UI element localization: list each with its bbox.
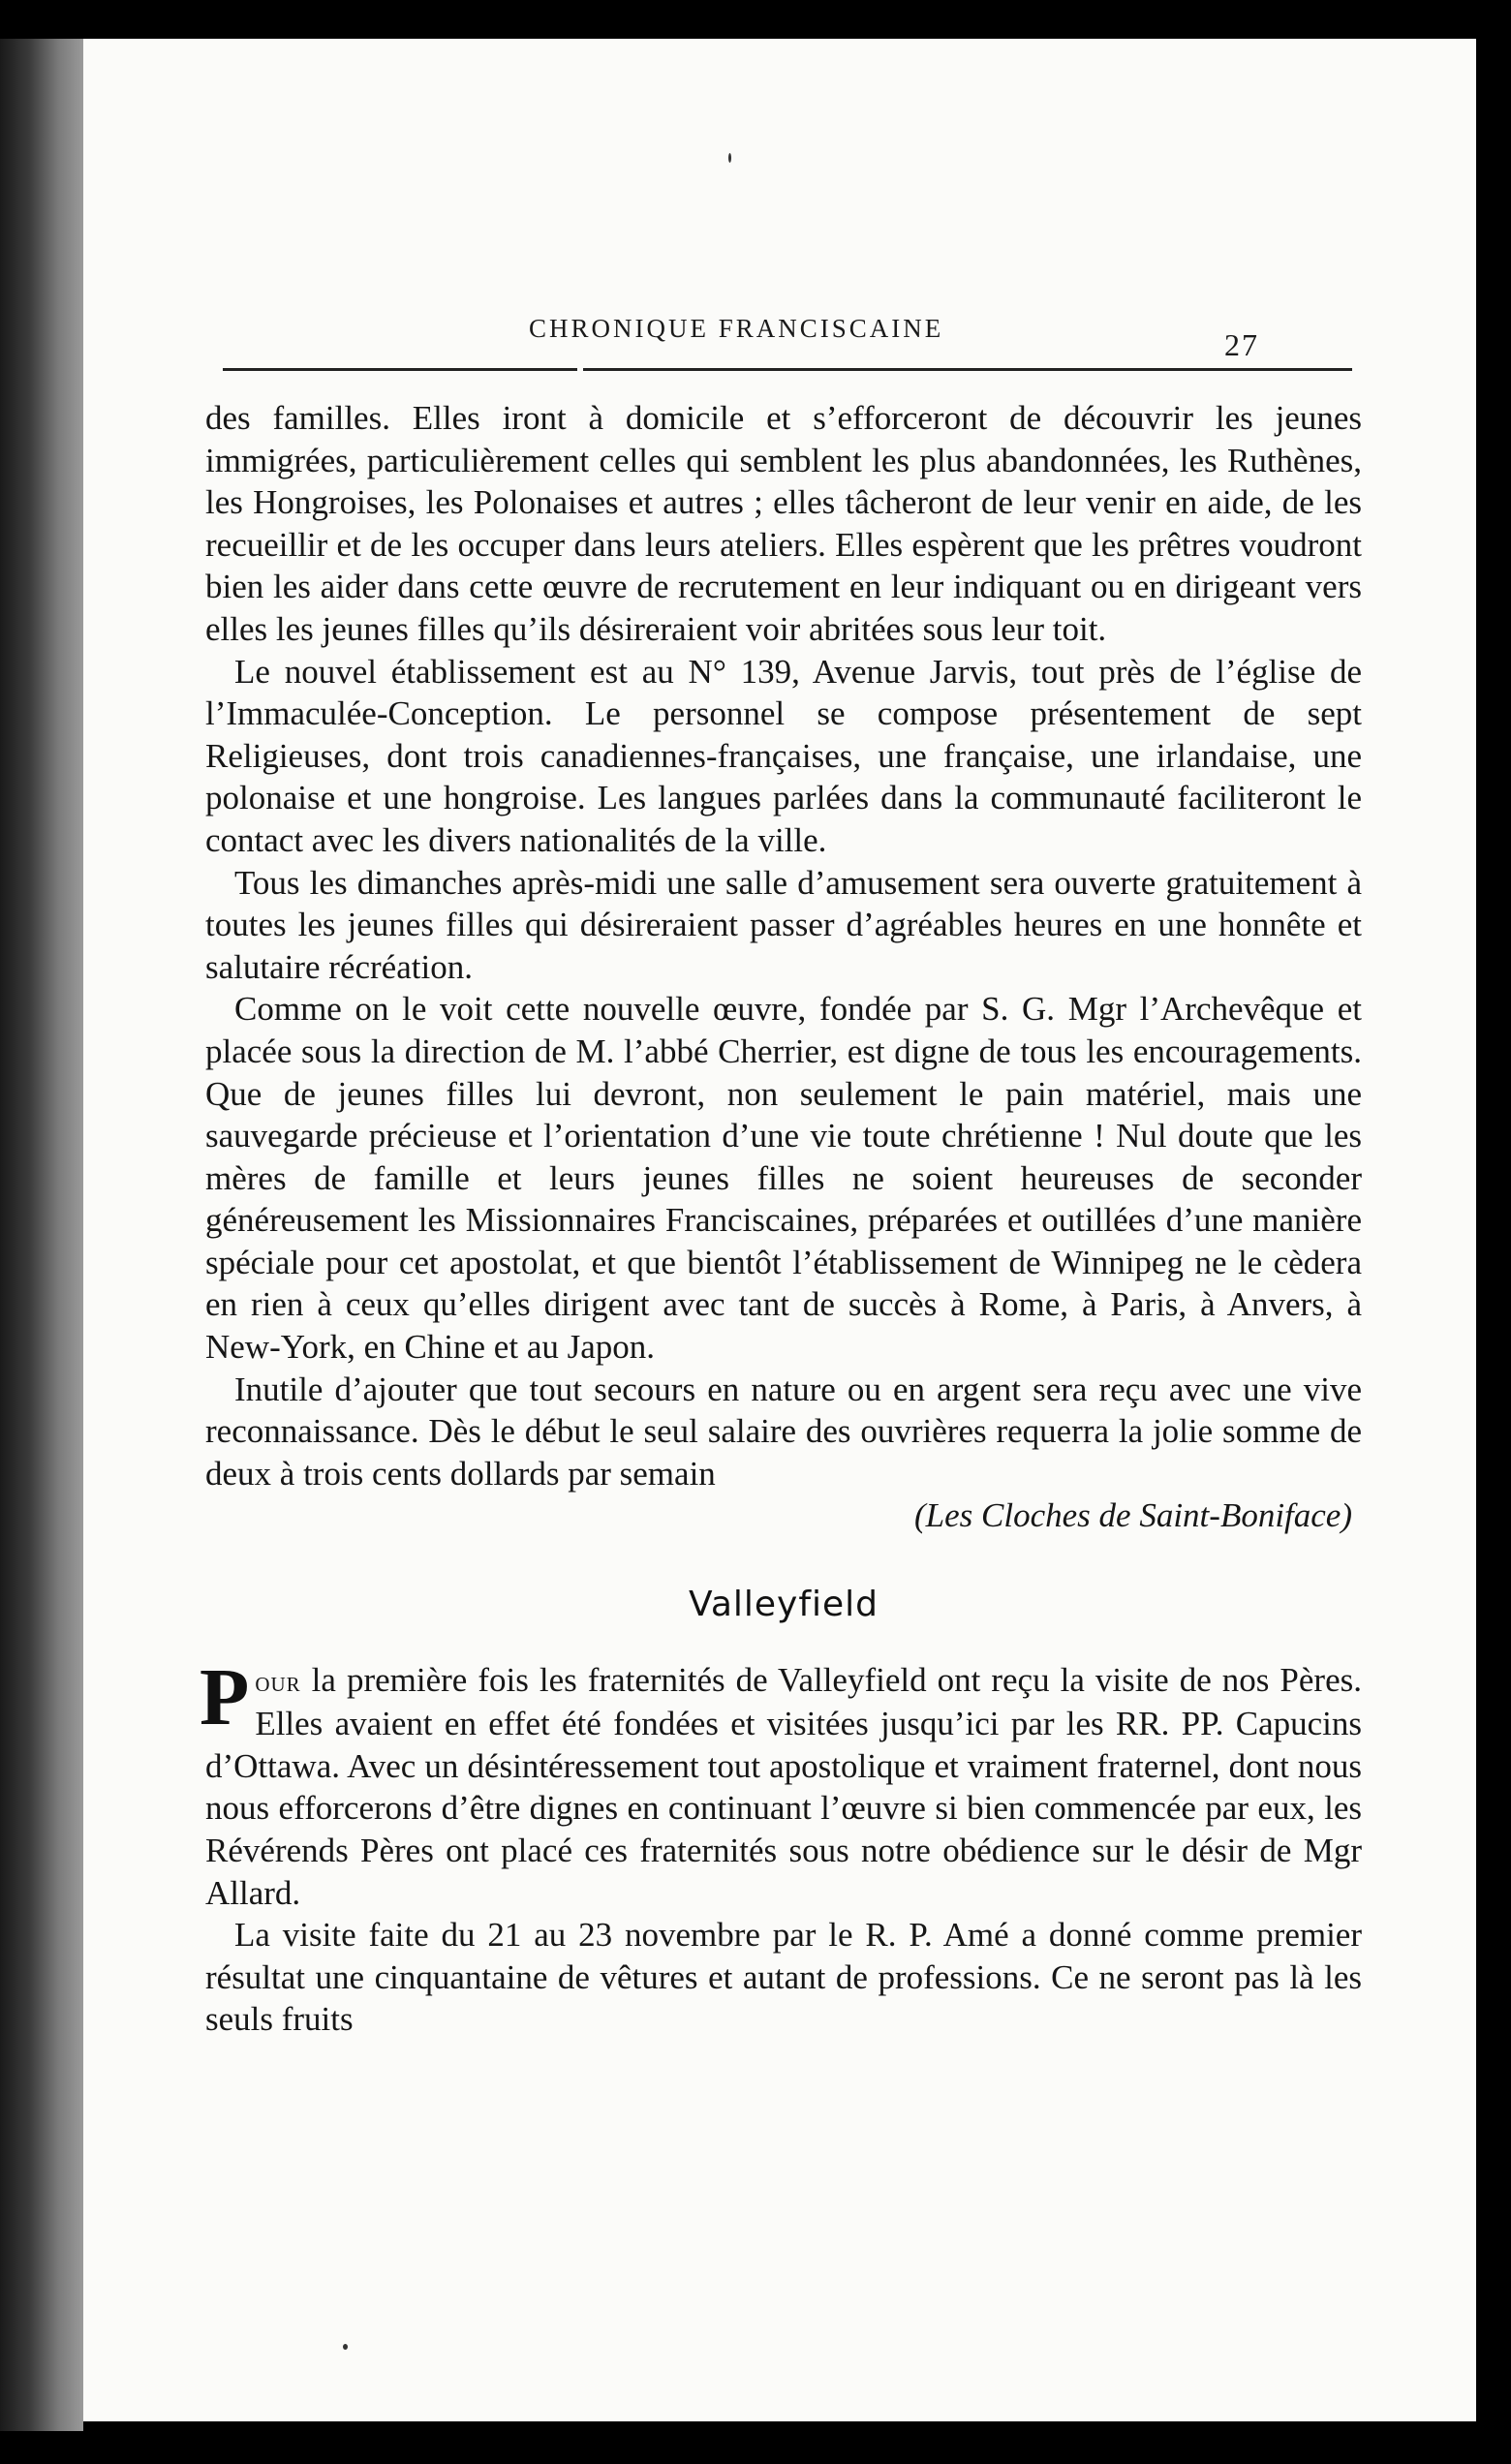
- section-paragraph-1: [200, 1651, 1362, 1915]
- header-rule-left: [223, 368, 577, 371]
- lead-smallcaps: our: [255, 1665, 301, 1698]
- article-paragraph-3: Tous les dimanches après-midi une salle d’amusement sera ouverte gratuitement à toutes les jeunes filles qui désireraient passer d’agréables heures en une honnête et salutaire récréation.: [205, 863, 1362, 986]
- article-paragraph-2: Le nouvel établissement est au N° 139, Avenue Jarvis, tout près de l’église de l’Immaculée-Conception. Le personnel se compose présentement de sept Religieuses, dont trois canadiennes-françaises, une française, une irlandaise, une polonaise et une hongroise. Les langues parlées dans la communauté faciliteront le contact avec les divers nationalités de la ville.: [205, 652, 1362, 859]
- book-spine-shadow: [0, 39, 83, 2431]
- article-citation: (Les Cloches de Saint-Boniface): [914, 1496, 1352, 1535]
- book-page: [83, 39, 1476, 2421]
- section-paragraph-2: La visite faite du 21 au 23 novembre par le R. P. Amé a donné comme premier résultat une cinquantaine de vêtures et autant de professions. Ce ne seront pas là les seuls fruits: [205, 1916, 1362, 2039]
- paper-speck: [728, 153, 731, 163]
- page-number: 27: [1224, 327, 1259, 362]
- article-paragraph-4: Comme on le voit cette nouvelle œuvre, fondée par S. G. Mgr l’Archevêque et placée sous la direction de M. l’abbé Cherrier, est digne de tous les encouragements. Que de jeunes filles lui devront, non seulement le pain matériel, mais une sauvegarde précieuse et l’orientation d’une vie toute chrétienne ! Nul doute que les mères de famille et leurs jeunes filles ne soient heureuses de seconder généreusement les Missionnaires Franciscaines, préparées et outillées d’une manière spéciale pour cet apostolat, et que bientôt l’établissement de Winnipeg ne le cèdera en rien à ceux qu’elles dirigent avec tant de succès à Rome, à Paris, à Anvers, à New-York, en Chine et au Japon.: [205, 990, 1362, 1367]
- section-paragraph-1-text: la première fois les fraternités de Valleyfield ont reçu la visite de nos Pères. Elles avaient en effet été fondées et visitées jusqu’ici par les RR. PP. Capucins d’Ottawa. Avec un désintéressement tout apostolique et vraiment fraternel, dont nous nous efforcerons d’être dignes en continuant l’œuvre si bien commencée par eux, les Révérends Pères ont placé ces fraternités sous notre obédience sur le désir de Mgr Allard.: [205, 1660, 1362, 1912]
- header-rule-right: [583, 368, 1352, 371]
- article-paragraph-5: Inutile d’ajouter que tout secours en nature ou en argent sera reçu avec une vive reconnaissance. Dès le début le seul salaire des ouvrières requerra la jolie somme de deux à trois cents dollards par semain: [205, 1370, 1362, 1493]
- article-paragraph-1: des familles. Elles iront à domicile et s’efforceront de découvrir les jeunes immigrées, particulièrement celles qui semblent les plus abandonnées, les Ruthènes, les Hongroises, les Polonaises et autres ; elles tâcheront de leur venir en aide, de les recueillir et de les occuper dans leurs ateliers. Elles espèrent que les prêtres voudront bien les aider dans cette œuvre de recrutement en leur indiquant ou en dirigeant vers elles les jeunes filles qu’ils désireraient voir abritées sous leur toit.: [205, 399, 1362, 648]
- running-head: [83, 314, 1476, 372]
- paper-speck: [343, 2344, 348, 2350]
- section-title: Valleyfield: [688, 1585, 879, 1625]
- running-title: CHRONIQUE FRANCISCAINE: [529, 314, 944, 343]
- page-body: [200, 397, 1362, 2041]
- drop-cap: P: [200, 1651, 250, 1742]
